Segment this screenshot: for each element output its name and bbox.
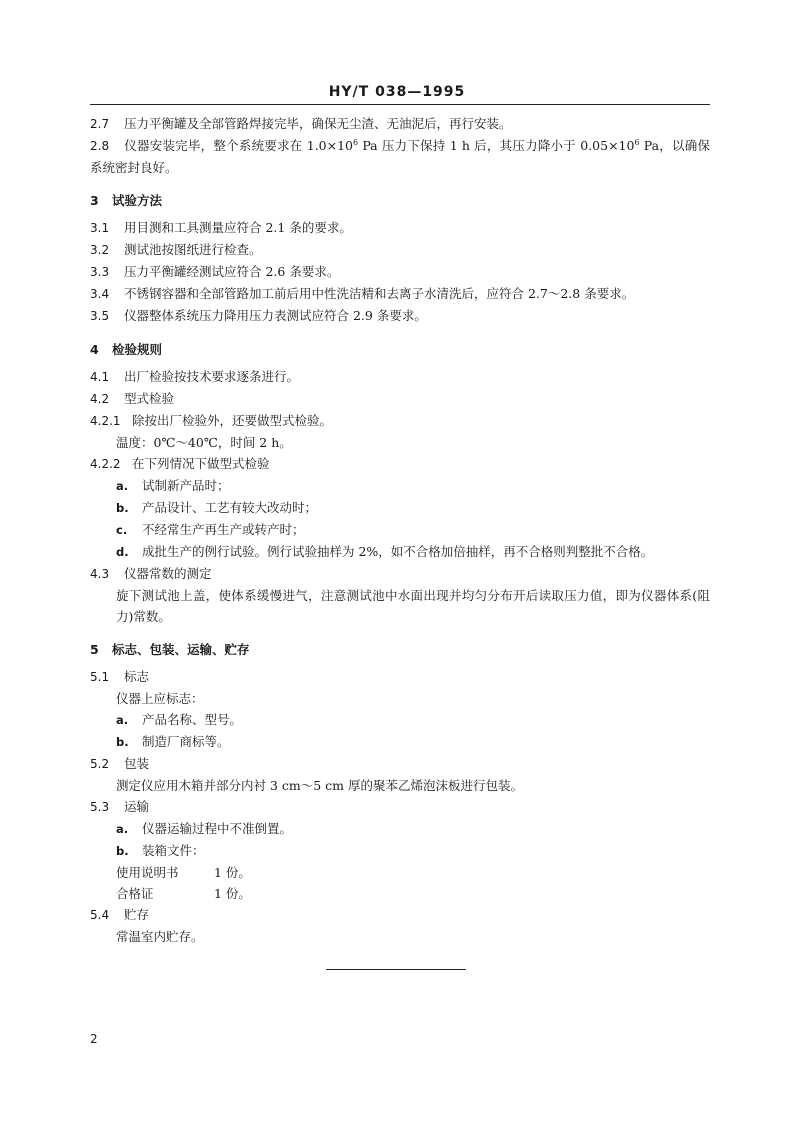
packing-document-row: 合格证 1 份。 [116,886,251,901]
clause-5-4: 5.4 贮存 [90,907,150,922]
page-number: 2 [90,1032,98,1046]
clause-4-1: 4.1 出厂检验按技术要求逐条进行。 [90,369,300,384]
clause-5-4-paragraph: 常温室内贮存。 [116,929,204,944]
packing-document-row: 使用说明书 1 份。 [116,865,251,880]
clause-4-2-1: 4.2.1 除按出厂检验外，还要做型式检验。 [90,413,333,428]
list-item: a. 试制新产品时； [116,478,230,493]
end-of-standard-rule [326,969,466,970]
clause-5-1-intro: 仪器上应标志： [116,691,204,706]
clause-4-2: 4.2 型式检验 [90,391,175,406]
clause-3-5: 3.5 仪器整体系统压力降用压力表测试应符合 2.9 条要求。 [90,308,427,323]
clause-text: 压力平衡罐及全部管路焊接完毕，确保无尘渣、无油泥后，再行安装。 [124,116,512,131]
header-rule [90,104,710,105]
clause-4-3-paragraph: 旋下测试池上盖，使体系缓慢进气，注意测试池中水面出现并均匀分布开后读取压力值，即为仪器体系(阻力)常数。 [116,588,710,624]
clause-5-2-paragraph: 测定仪应用木箱并部分内衬 3 cm～5 cm 厚的聚苯乙烯泡沫板进行包装。 [116,778,524,793]
clause-text-b: Pa 压力下保持 1 h 后，其压力降小于 0.05×10 [358,138,635,153]
clause-4-2-2: 4.2.2 在下列情况下做型式检验 [90,456,270,471]
list-item: a. 仪器运输过程中不准倒置。 [116,821,293,836]
clause-text-c: Pa，以确保系统密封良好。 [90,138,711,175]
clause-number: 2.8 [90,139,110,153]
clause-3-3: 3.3 压力平衡罐经测试应符合 2.6 条要求。 [90,264,340,279]
clause-5-1: 5.1 标志 [90,669,150,684]
clause-3-1: 3.1 用目测和工具测量应符合 2.1 条的要求。 [90,220,352,235]
section-3-heading: 3 试验方法 [90,193,163,208]
clause-4-3: 4.3 仪器常数的测定 [90,566,212,581]
clause-number: 2.7 [90,117,110,131]
clause-2-7 [90,113,710,135]
exponent-b: 6 [634,137,640,147]
clause-3-4: 3.4 不锈钢容器和全部管路加工前后用中性洗洁精和去离子水清洗后，应符合 2.7～2.8 条要求。 [90,286,635,301]
clause-text-a: 仪器安装完毕，整个系统要求在 1.0×10 [124,138,354,153]
clause-2-8 [90,135,710,178]
list-item: a. 产品名称、型号。 [116,712,243,727]
clause-3-2: 3.2 测试池按图纸进行检查。 [90,242,262,257]
clause-4-2-1-condition: 温度：0℃～40℃，时间 2 h。 [116,435,292,450]
list-item: c. 不经常生产再生产或转产时； [116,522,305,537]
standard-code: HY/T 038—1995 [328,84,466,100]
list-item: d. 成批生产的例行试验。例行试验抽样为 2%，如不合格加倍抽样，再不合格则判整批不合格。 [116,544,654,559]
clause-5-2: 5.2 包装 [90,756,150,771]
list-item: b. 装箱文件： [116,843,205,858]
section-5-heading: 5 标志、包装、运输、贮存 [90,642,250,657]
list-item: b. 制造厂商标等。 [116,734,230,749]
document-body [90,113,710,947]
list-item: b. 产品设计、工艺有较大改动时； [116,500,318,515]
exponent-a: 6 [353,137,359,147]
section-4-heading: 4 检验规则 [90,342,163,357]
clause-5-3: 5.3 运输 [90,799,150,814]
